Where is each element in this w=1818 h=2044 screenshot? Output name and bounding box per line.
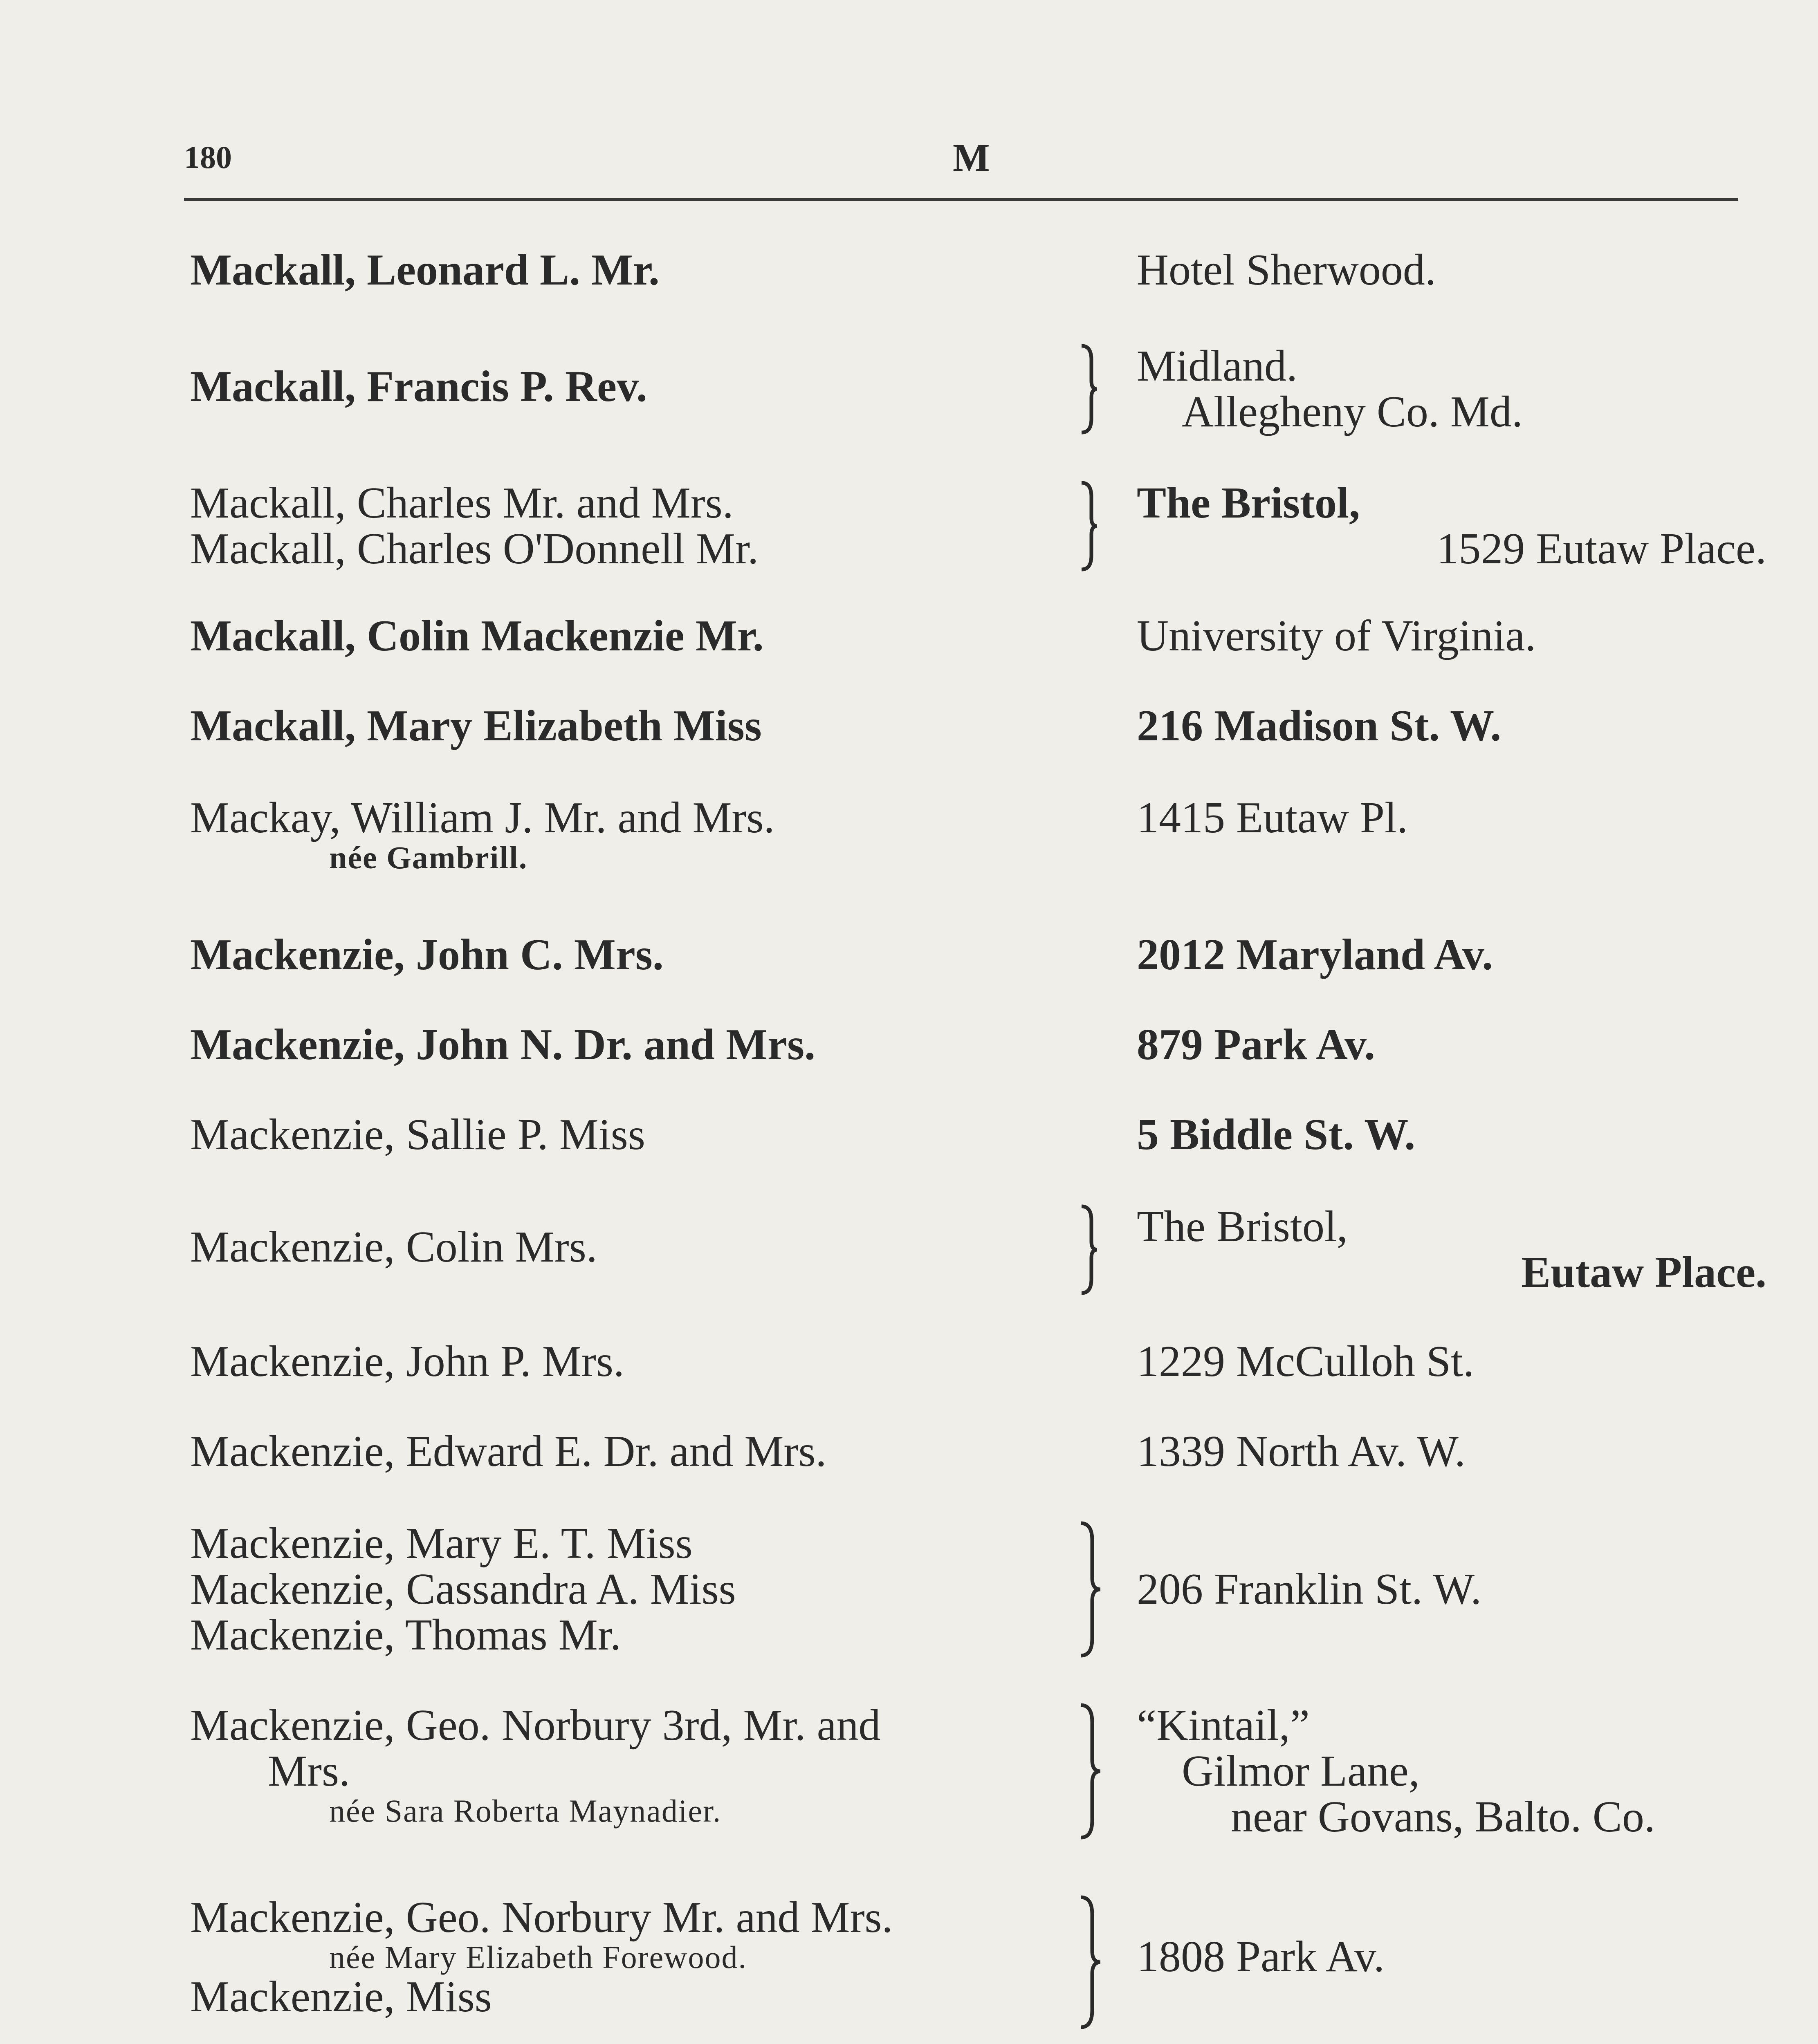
- entry-address: [1137, 480, 1766, 572]
- entry-names: [190, 703, 1073, 749]
- entry-name: Mackenzie, Geo. Norbury Mr. and Mrs.: [190, 1893, 893, 1942]
- maiden-name: née Sara Roberta Maynadier.: [329, 1793, 722, 1829]
- entry-name: Mackenzie, Geo. Norbury 3rd, Mr. and: [190, 1701, 881, 1750]
- address-line: 1808 Park Av.: [1137, 1932, 1385, 1981]
- entry-address: [1137, 343, 1766, 435]
- entry-names: [190, 795, 1073, 874]
- entry-names: [190, 1429, 1073, 1475]
- address-line: 216 Madison St. W.: [1137, 702, 1502, 750]
- address-line: 2012 Maryland Av.: [1137, 930, 1493, 979]
- entry-names: [190, 1224, 1073, 1270]
- entry-name: Mackay, William J. Mr. and Mrs.: [190, 793, 775, 842]
- page-number: 180: [184, 139, 232, 175]
- address-line: 1529 Eutaw Place.: [1436, 524, 1766, 573]
- address-line: 879 Park Av.: [1137, 1020, 1376, 1069]
- entry-name: Mackall, Charles O'Donnell Mr.: [190, 524, 759, 573]
- brace-icon: [1077, 343, 1102, 435]
- entry-name: Mackenzie, Thomas Mr.: [190, 1611, 621, 1659]
- entry-address: [1137, 247, 1766, 293]
- brace-icon: [1077, 1204, 1102, 1295]
- address-line: Allegheny Co. Md.: [1182, 388, 1523, 436]
- entry-address: [1137, 1567, 1766, 1612]
- entry-name: Mackenzie, John P. Mrs.: [190, 1337, 624, 1386]
- entry-name: Mackenzie, Colin Mrs.: [190, 1223, 597, 1271]
- entry-names: [190, 613, 1073, 659]
- entry-name: Mackenzie, Miss: [190, 1972, 492, 2021]
- entry-address: [1137, 1112, 1766, 1158]
- entry-name: Mackenzie, Edward E. Dr. and Mrs.: [190, 1427, 827, 1476]
- address-line: University of Virginia.: [1137, 612, 1536, 660]
- address-line: Gilmor Lane,: [1182, 1747, 1420, 1795]
- page-header: [184, 131, 1738, 188]
- address-line: 206 Franklin St. W.: [1137, 1565, 1482, 1614]
- maiden-name: née Mary Elizabeth Forewood.: [329, 1939, 747, 1975]
- address-line: Midland.: [1137, 342, 1297, 390]
- entry-address: [1137, 703, 1766, 749]
- entry-names: [190, 1339, 1073, 1385]
- address-line: 1415 Eutaw Pl.: [1137, 793, 1408, 842]
- entry-name: Mackall, Leonard L. Mr.: [190, 246, 660, 294]
- section-letter: M: [953, 136, 992, 179]
- entry-names: [190, 1895, 1073, 2020]
- entry-names: [190, 1521, 1073, 1658]
- entry-address: [1137, 1339, 1766, 1385]
- address-line: near Govans, Balto. Co.: [1231, 1793, 1655, 1841]
- entry-address: [1137, 1204, 1766, 1295]
- entry-name: Mackenzie, Mary E. T. Miss: [190, 1519, 693, 1568]
- address-line: Eutaw Place.: [1521, 1248, 1766, 1297]
- entry-names: [190, 1703, 1073, 1828]
- entry-name: Mrs.: [268, 1747, 350, 1795]
- entry-name: Mackall, Mary Elizabeth Miss: [190, 702, 762, 750]
- entry-names: [190, 1022, 1073, 1068]
- address-line: 1229 McCulloh St.: [1137, 1337, 1475, 1386]
- brace-icon: [1077, 480, 1102, 572]
- entry-address: [1137, 1022, 1766, 1068]
- brace-icon: [1077, 1521, 1106, 1658]
- entry-names: [190, 480, 1073, 572]
- entry-name: Mackenzie, Cassandra A. Miss: [190, 1565, 736, 1614]
- maiden-name: née Gambrill.: [329, 840, 528, 875]
- address-line: 5 Biddle St. W.: [1137, 1110, 1416, 1159]
- entry-address: [1137, 1934, 1766, 1980]
- entry-name: Mackall, Colin Mackenzie Mr.: [190, 612, 764, 660]
- entry-names: [190, 1112, 1073, 1158]
- entry-name: Mackall, Charles Mr. and Mrs.: [190, 479, 734, 527]
- entry-names: [190, 247, 1073, 293]
- entry-name: Mackenzie, John N. Dr. and Mrs.: [190, 1020, 815, 1069]
- address-line: Hotel Sherwood.: [1137, 246, 1436, 294]
- address-line: The Bristol,: [1137, 1202, 1348, 1251]
- brace-icon: [1077, 1895, 1106, 2030]
- entry-names: [190, 364, 1073, 410]
- entry-name: Mackenzie, John C. Mrs.: [190, 930, 664, 979]
- brace-icon: [1077, 1703, 1106, 1840]
- address-line: “Kintail,”: [1137, 1701, 1310, 1750]
- entry-address: [1137, 932, 1766, 978]
- entry-address: [1137, 1703, 1766, 1840]
- entry-names: [190, 932, 1073, 978]
- entry-name: Mackall, Francis P. Rev.: [190, 362, 647, 411]
- header-rule: [184, 198, 1738, 201]
- entry-address: [1137, 795, 1766, 841]
- address-line: 1339 North Av. W.: [1137, 1427, 1466, 1476]
- entry-name: Mackenzie, Sallie P. Miss: [190, 1110, 645, 1159]
- entry-address: [1137, 1429, 1766, 1475]
- entry-address: [1137, 613, 1766, 659]
- address-line: The Bristol,: [1137, 479, 1360, 527]
